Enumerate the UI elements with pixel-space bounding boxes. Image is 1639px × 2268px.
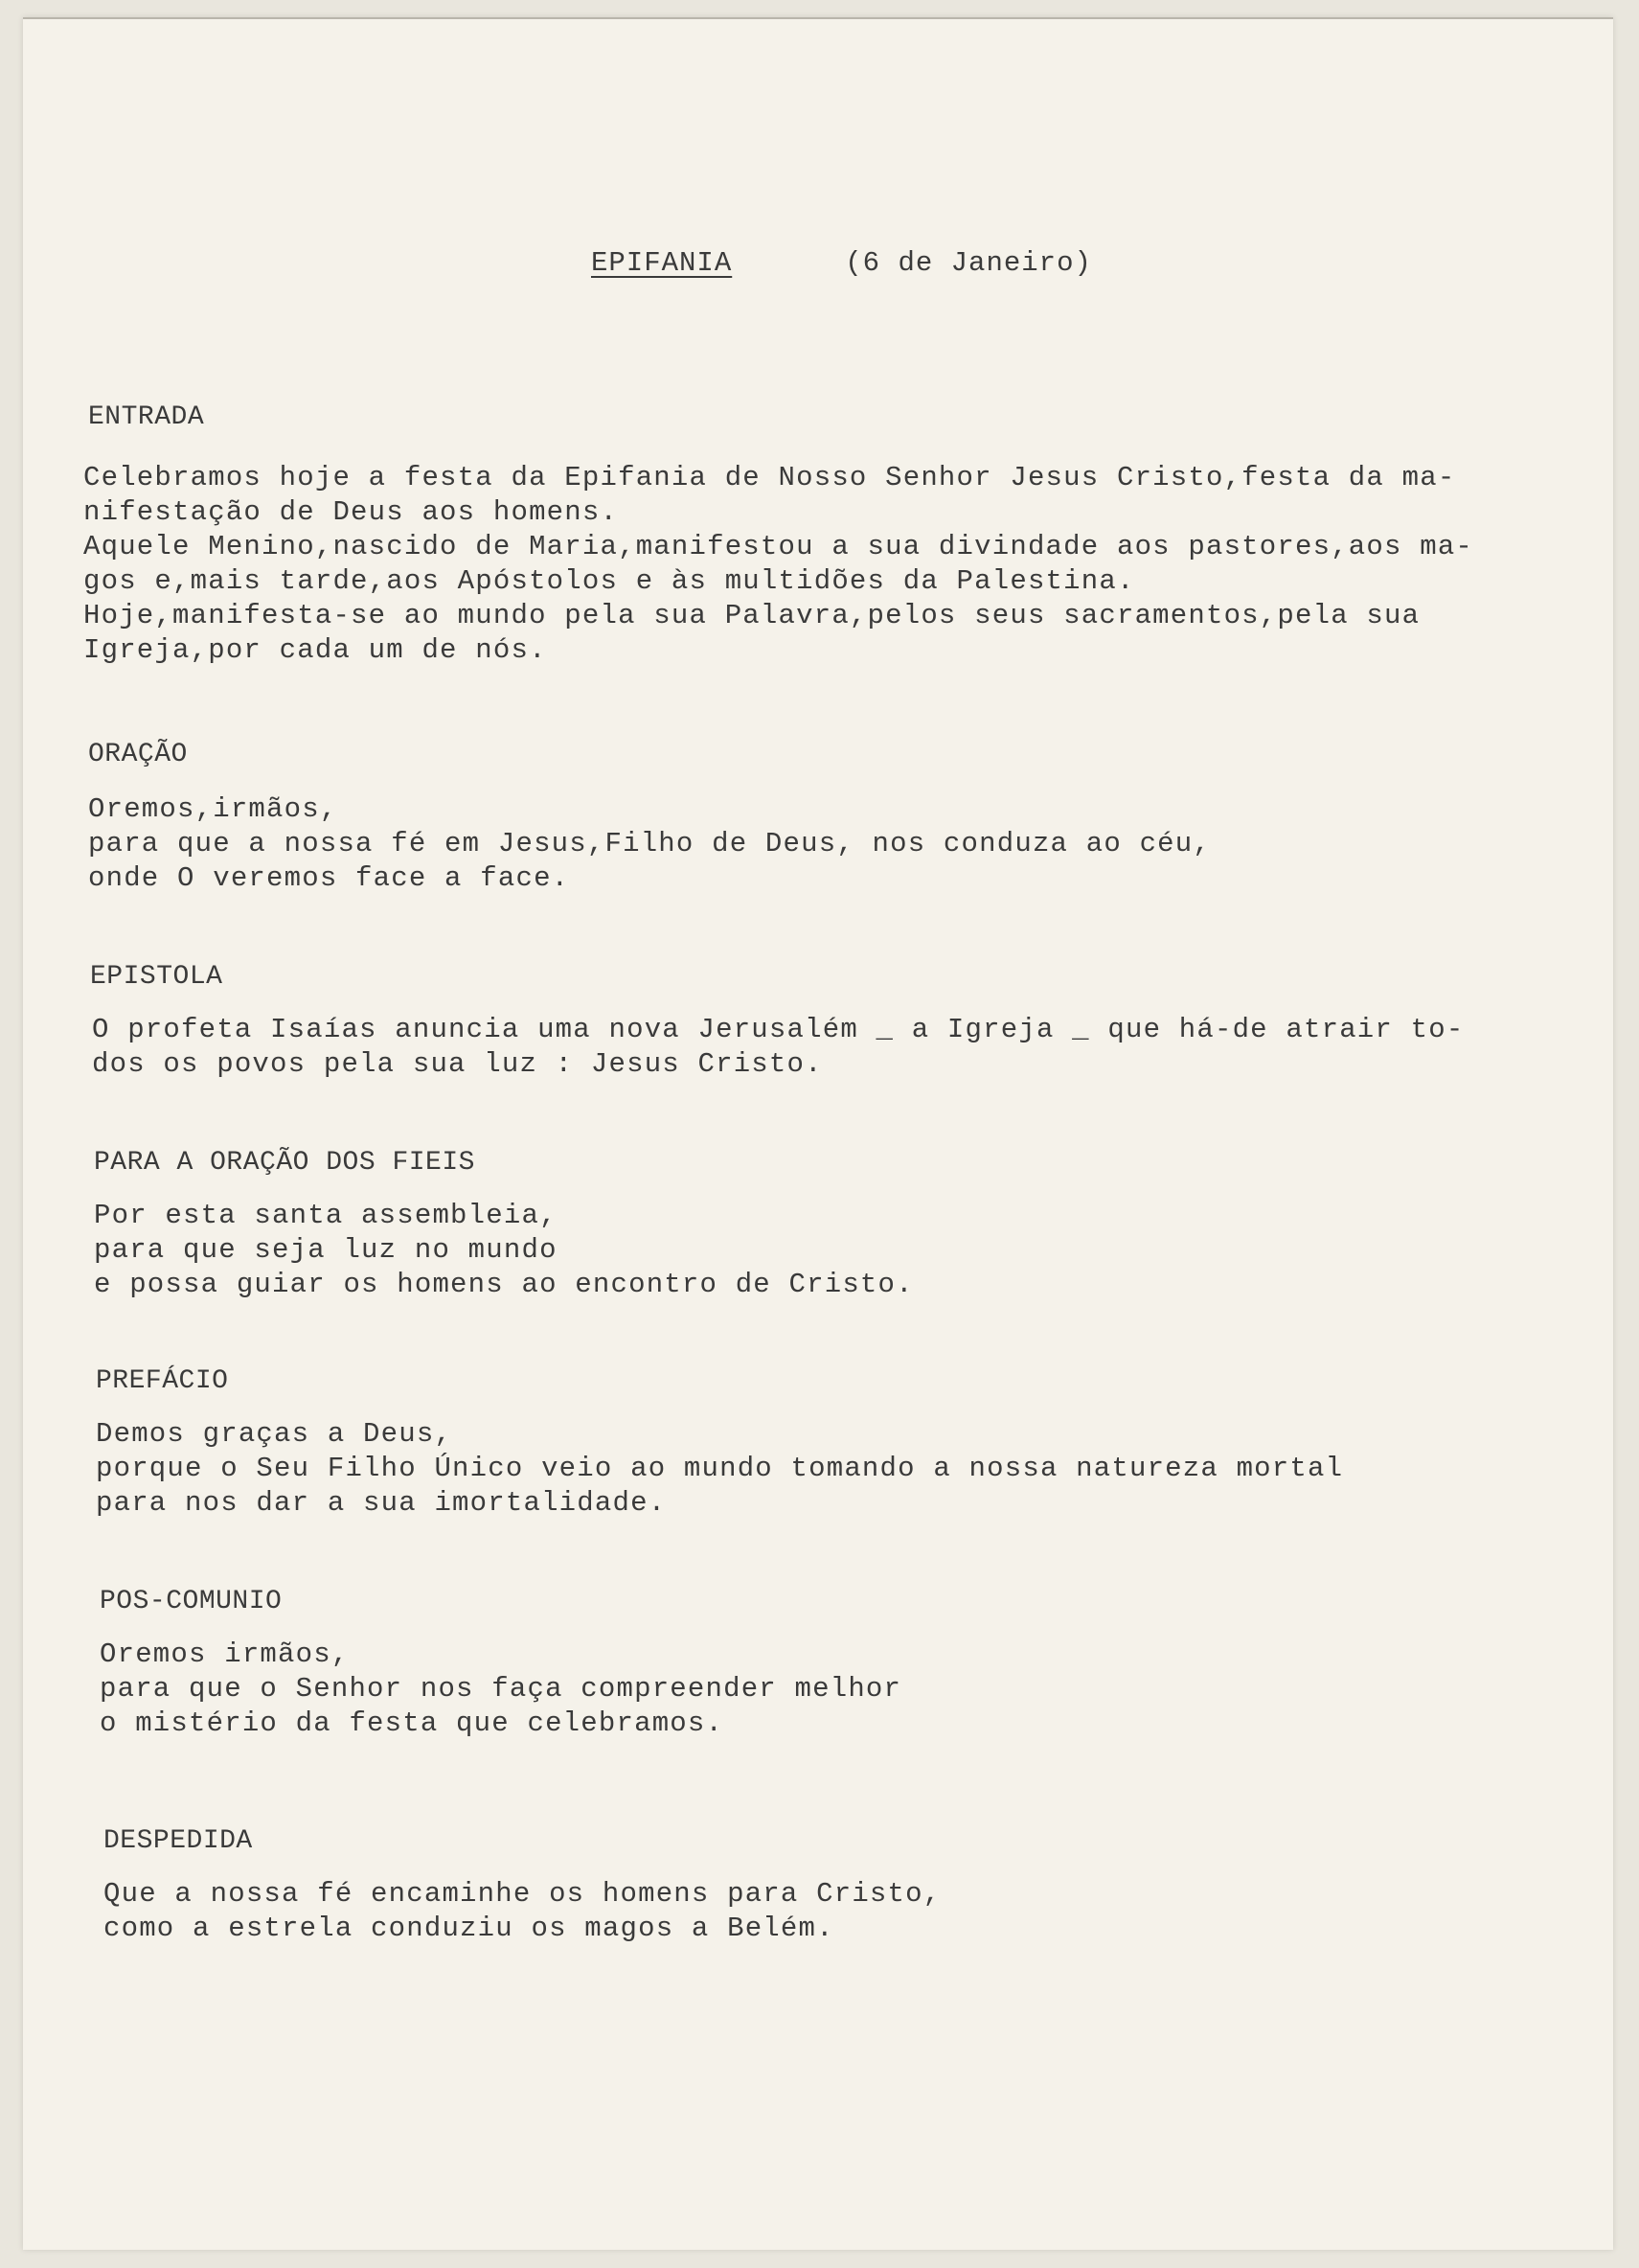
poscomunio-line: Oremos irmãos, [100, 1638, 350, 1670]
prefacio-line: porque o Seu Filho Único veio ao mundo tomando a nossa natureza mortal [96, 1453, 1344, 1484]
entrada-line: Celebramos hoje a festa da Epifania de Nosso Senhor Jesus Cristo,festa da ma- [83, 462, 1456, 493]
section-heading-entrada: ENTRADA [88, 402, 205, 432]
section-heading-despedida: DESPEDIDA [103, 1826, 253, 1856]
epistola-line: dos os povos pela sua luz : Jesus Cristo. [92, 1048, 823, 1080]
prefacio-line: para nos dar a sua imortalidade. [96, 1487, 667, 1519]
title-row [576, 230, 1092, 296]
entrada-line: Igreja,por cada um de nós. [83, 634, 547, 666]
oracao-line: onde O veremos face a face. [88, 862, 570, 894]
section-heading-epistola: EPISTOLA [90, 962, 223, 992]
despedida-line: como a estrela conduziu os magos a Belém. [103, 1913, 834, 1944]
section-heading-poscomunio: POS-COMUNIO [100, 1587, 283, 1616]
page-title: EPIFANIA [591, 247, 733, 279]
epistola-line: O profeta Isaías anuncia uma nova Jerusalém _ a Igreja _ que há-de atrair to- [92, 1014, 1465, 1045]
entrada-line: gos e,mais tarde,aos Apóstolos e às multidões da Palestina. [83, 565, 1135, 597]
poscomunio-line: o mistério da festa que celebramos. [100, 1707, 724, 1739]
fieis-line: e possa guiar os homens ao encontro de Cristo. [94, 1269, 914, 1300]
entrada-line: Aquele Menino,nascido de Maria,manifestou a sua divindade aos pastores,aos ma- [83, 531, 1474, 562]
entrada-line: nifestação de Deus aos homens. [83, 496, 619, 528]
section-heading-prefacio: PREFÁCIO [96, 1366, 229, 1396]
oracao-line: Oremos,irmãos, [88, 793, 338, 825]
oracao-line: para que a nossa fé em Jesus,Filho de Deus, nos conduza ao céu, [88, 828, 1211, 859]
section-heading-fieis: PARA A ORAÇÃO DOS FIEIS [94, 1148, 475, 1178]
poscomunio-line: para que o Senhor nos faça compreender melhor [100, 1673, 902, 1705]
fieis-line: Por esta santa assembleia, [94, 1200, 558, 1231]
fieis-line: para que seja luz no mundo [94, 1234, 558, 1266]
entrada-line: Hoje,manifesta-se ao mundo pela sua Palavra,pelos seus sacramentos,pela sua [83, 600, 1421, 631]
section-heading-oracao: ORAÇÃO [88, 740, 188, 769]
page-subtitle: (6 de Janeiro) [845, 247, 1092, 279]
document-page [23, 17, 1613, 2250]
prefacio-line: Demos graças a Deus, [96, 1418, 453, 1450]
despedida-line: Que a nossa fé encaminhe os homens para Cristo, [103, 1878, 942, 1910]
